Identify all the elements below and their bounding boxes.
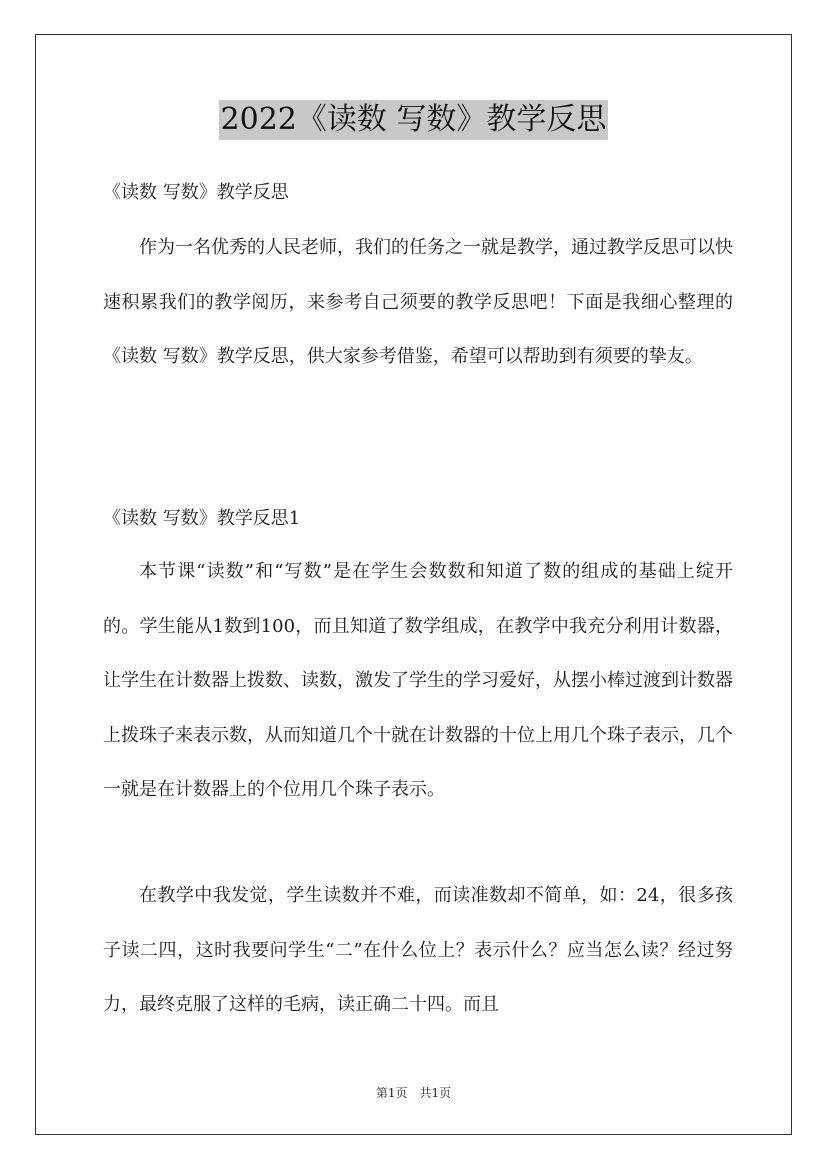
- intro-paragraph[interactable]: 作为一名优秀的人民老师，我们的任务之一就是教学，通过教学反思可以快速积累我们的教学阅历，来参考自己须要的教学反思吧！下面是我细心整理的《读数 写数》教学反思，供大家参考借鉴，希望可以帮助到有须要的挚友。: [103, 237, 733, 367]
- page-total-label: 共1页: [419, 1086, 452, 1100]
- section-paragraph-2[interactable]: 在教学中我发觉，学生读数并不难，而读准数却不简单，如：24，很多孩子读二四，这时我要问学生“二”在什么位上？表示什么？应当怎么读？经过努力，最终克服了这样的毛病，读正确二十四。而且: [103, 885, 733, 1015]
- document-title[interactable]: 2022《读数 写数》教学反思: [219, 100, 609, 140]
- section-heading[interactable]: 《读数 写数》教学反思1: [103, 508, 301, 529]
- page-footer: [0, 1085, 827, 1101]
- page-current-label: 第1页: [375, 1086, 408, 1100]
- document-subtitle[interactable]: 《读数 写数》教学反思: [103, 182, 289, 203]
- title-container: [0, 100, 827, 140]
- section-paragraph-1[interactable]: 本节课“读数”和“写数”是在学生会数数和知道了数的组成的基础上绽开的。学生能从1数到100，而且知道了数学组成，在教学中我充分利用计数器，让学生在计数器上拨数、读数，激发了学生的学习爱好，从摆小棒过渡到计数器上拨珠子来表示数，从而知道几个十就在计数器的十位上用几个珠子表示，几个一就是在计数器上的个位用几个珠子表示。: [103, 561, 733, 800]
